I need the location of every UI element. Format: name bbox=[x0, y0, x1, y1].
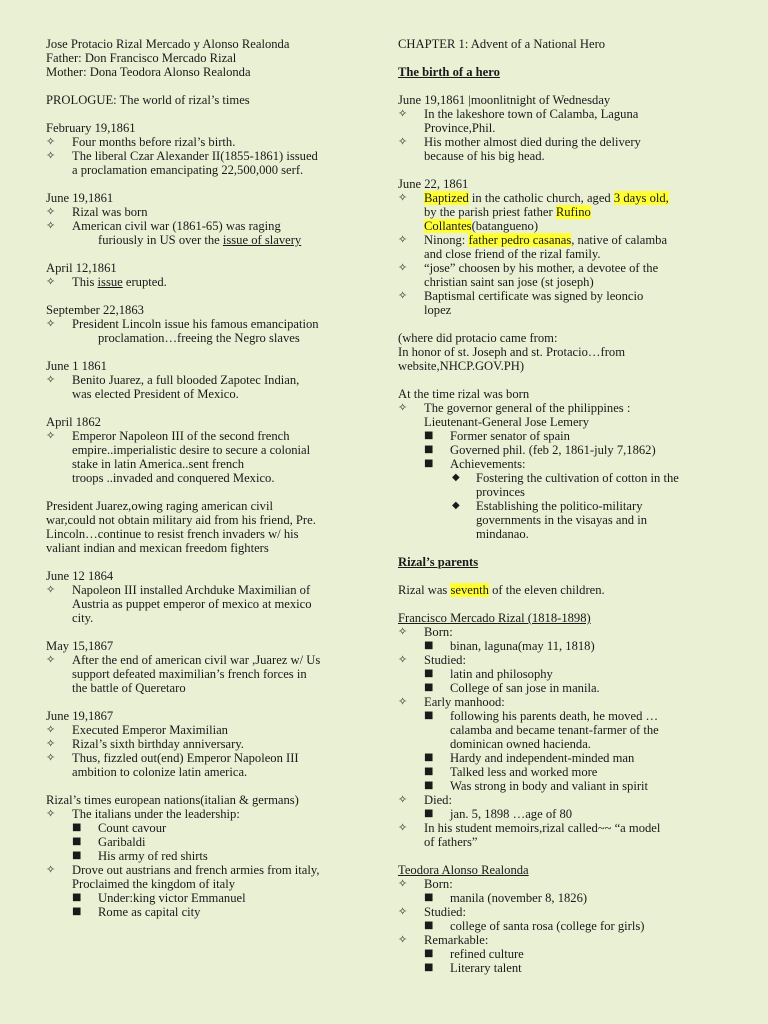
list-item: ✧ Rizal was born bbox=[46, 205, 148, 219]
square-bullet-icon: ■ bbox=[424, 766, 434, 777]
list-item: ✧ Studied: bbox=[398, 905, 466, 919]
list-item-cont: Province,Phil. bbox=[424, 121, 496, 135]
date-label: April 1862 bbox=[46, 415, 101, 429]
list-item: ✧ After the end of american civil war ,Juarez w/ Us bbox=[46, 653, 321, 667]
father-name: Father: Don Francisco Mercado Rizal bbox=[46, 51, 237, 65]
list-item-cont: stake in latin America..sent french bbox=[72, 457, 245, 471]
list-item-cont: ambition to colonize latin america. bbox=[72, 765, 248, 779]
list-item-cont: was elected President of Mexico. bbox=[72, 387, 239, 401]
diamond-bullet-icon: ✧ bbox=[46, 807, 56, 820]
date-label: April 12,1861 bbox=[46, 261, 117, 275]
square-bullet-icon: ■ bbox=[72, 906, 82, 917]
date-label: June 19,1867 bbox=[46, 709, 114, 723]
square-bullet-icon: ■ bbox=[424, 808, 434, 819]
diamond-bullet-icon: ✧ bbox=[398, 135, 408, 148]
list-item: ■ Achievements: bbox=[424, 457, 526, 471]
section-heading: The birth of a hero bbox=[398, 65, 500, 79]
diamond-bullet-icon: ✧ bbox=[398, 289, 408, 302]
date-label: Rizal’s times european nations(italian & germans) bbox=[46, 793, 299, 807]
section-heading: Rizal’s parents bbox=[398, 555, 479, 569]
list-item: ✧ American civil war (1861-65) was raging bbox=[46, 219, 281, 233]
list-item: ✧ Early manhood: bbox=[398, 695, 505, 709]
list-item: ✧ Benito Juarez, a full blooded Zapotec Indian, bbox=[46, 373, 300, 387]
list-item: ■ Rome as capital city bbox=[72, 905, 201, 919]
paragraph-line: valiant indian and mexican freedom fighters bbox=[46, 541, 269, 555]
date-label: June 12 1864 bbox=[46, 569, 114, 583]
square-bullet-icon: ■ bbox=[72, 850, 82, 861]
diamond-bullet-icon: ✧ bbox=[46, 205, 56, 218]
list-item-cont: furiously in US over the issue of slavery bbox=[98, 233, 302, 247]
father-heading: Francisco Mercado Rizal (1818-1898) bbox=[398, 611, 591, 625]
solid-diamond-bullet-icon: ◆ bbox=[452, 472, 460, 483]
list-item-cont: dominican owned hacienda. bbox=[450, 737, 591, 751]
list-item: ✧ This issue erupted. bbox=[46, 275, 167, 289]
list-item: ◆ Establishing the politico-military bbox=[452, 499, 643, 513]
mother-name: Mother: Dona Teodora Alonso Realonda bbox=[46, 65, 251, 79]
square-bullet-icon: ■ bbox=[72, 836, 82, 847]
diamond-bullet-icon: ✧ bbox=[46, 135, 56, 148]
date-label: June 1 1861 bbox=[46, 359, 107, 373]
list-item: ✧ Born: bbox=[398, 625, 453, 639]
list-item: ■ College of san jose in manila. bbox=[424, 681, 600, 695]
diamond-bullet-icon: ✧ bbox=[46, 737, 56, 750]
list-item-cont: Proclaimed the kingdom of italy bbox=[72, 877, 235, 891]
list-item: ✧ Remarkable: bbox=[398, 933, 489, 947]
paragraph-line: (where did protacio came from: bbox=[398, 331, 558, 345]
list-item-cont: christian saint san jose (st joseph) bbox=[424, 275, 594, 289]
list-item-cont: of fathers” bbox=[424, 835, 478, 849]
diamond-bullet-icon: ✧ bbox=[398, 653, 408, 666]
diamond-bullet-icon: ✧ bbox=[398, 793, 408, 806]
diamond-bullet-icon: ✧ bbox=[398, 233, 408, 246]
square-bullet-icon: ■ bbox=[424, 962, 434, 973]
list-item-cont: a proclamation emancipating 22,500,000 serf. bbox=[72, 163, 304, 177]
list-item: ■ Talked less and worked more bbox=[424, 765, 598, 779]
paragraph-line: Lincoln…continue to resist french invaders w/ his bbox=[46, 527, 299, 541]
square-bullet-icon: ■ bbox=[424, 892, 434, 903]
list-item: ✧ Napoleon III installed Archduke Maximilian of bbox=[46, 583, 311, 597]
list-item: ■ Count cavour bbox=[72, 821, 167, 835]
list-item: ■ Under:king victor Emmanuel bbox=[72, 891, 246, 905]
list-item-cont: calamba and became tenant-farmer of the bbox=[450, 723, 659, 737]
list-item: ✧ President Lincoln issue his famous emancipation bbox=[46, 317, 319, 331]
list-item-cont: support defeated maximilian’s french forces in bbox=[72, 667, 307, 681]
list-item: ✧ The governor general of the philippines : bbox=[398, 401, 631, 415]
list-item: ✧ Baptismal certificate was signed by leoncio bbox=[398, 289, 644, 303]
right-column bbox=[398, 37, 730, 975]
paragraph-line: President Juarez,owing raging american civil bbox=[46, 499, 273, 513]
square-bullet-icon: ■ bbox=[424, 948, 434, 959]
list-item: ✧ In his student memoirs,rizal called~~ “a model bbox=[398, 821, 661, 835]
list-item: ■ manila (november 8, 1826) bbox=[424, 891, 588, 905]
list-item: ■ Literary talent bbox=[424, 961, 522, 975]
square-bullet-icon: ■ bbox=[424, 920, 434, 931]
list-item: ✧ The italians under the leadership: bbox=[46, 807, 240, 821]
paragraph-line: At the time rizal was born bbox=[398, 387, 530, 401]
list-item: ■ Garibaldi bbox=[72, 835, 146, 849]
list-item: ■ Governed phil. (feb 2, 1861-july 7,1862) bbox=[424, 443, 656, 457]
diamond-bullet-icon: ✧ bbox=[46, 583, 56, 596]
list-item-cont: the battle of Queretaro bbox=[72, 681, 186, 695]
paragraph-line: In honor of st. Joseph and st. Protacio…from bbox=[398, 345, 626, 359]
list-item: ✧ Executed Emperor Maximilian bbox=[46, 723, 228, 737]
square-bullet-icon: ■ bbox=[424, 458, 434, 469]
list-item: ■ refined culture bbox=[424, 947, 524, 961]
paragraph-line: website,NHCP.GOV.PH) bbox=[398, 359, 525, 373]
diamond-bullet-icon: ✧ bbox=[398, 821, 408, 834]
list-item: ■ binan, laguna(may 11, 1818) bbox=[424, 639, 595, 653]
full-name: Jose Protacio Rizal Mercado y Alonso Realonda bbox=[46, 37, 290, 51]
diamond-bullet-icon: ✧ bbox=[398, 401, 408, 414]
list-item: ■ latin and philosophy bbox=[424, 667, 553, 681]
prologue-title: PROLOGUE: The world of rizal’s times bbox=[46, 93, 250, 107]
list-item: ■ college of santa rosa (college for girls) bbox=[424, 919, 645, 933]
square-bullet-icon: ■ bbox=[424, 752, 434, 763]
list-item: ◆ Fostering the cultivation of cotton in the bbox=[452, 471, 679, 485]
square-bullet-icon: ■ bbox=[424, 444, 434, 455]
diamond-bullet-icon: ✧ bbox=[46, 723, 56, 736]
diamond-bullet-icon: ✧ bbox=[398, 261, 408, 274]
list-item-cont: Collantes(batangueno) bbox=[424, 219, 539, 233]
list-item: ■ Former senator of spain bbox=[424, 429, 570, 443]
list-item-cont: troops ..invaded and conquered Mexico. bbox=[72, 471, 275, 485]
list-item: ✧ In the lakeshore town of Calamba, Laguna bbox=[398, 107, 639, 121]
list-item-cont: proclamation…freeing the Negro slaves bbox=[98, 331, 300, 345]
square-bullet-icon: ■ bbox=[424, 430, 434, 441]
list-item-cont: Austria as puppet emperor of mexico at mexico bbox=[72, 597, 312, 611]
diamond-bullet-icon: ✧ bbox=[46, 219, 56, 232]
mother-heading: Teodora Alonso Realonda bbox=[398, 863, 529, 877]
list-item: ✧ His mother almost died during the delivery bbox=[398, 135, 641, 149]
date-label: June 19,1861 bbox=[46, 191, 114, 205]
diamond-bullet-icon: ✧ bbox=[398, 191, 408, 204]
left-column bbox=[46, 37, 376, 919]
square-bullet-icon: ■ bbox=[424, 682, 434, 693]
diamond-bullet-icon: ✧ bbox=[46, 653, 56, 666]
square-bullet-icon: ■ bbox=[72, 892, 82, 903]
paragraph-line: Rizal was seventh of the eleven children. bbox=[398, 583, 605, 597]
diamond-bullet-icon: ✧ bbox=[398, 625, 408, 638]
square-bullet-icon: ■ bbox=[72, 822, 82, 833]
diamond-bullet-icon: ✧ bbox=[398, 107, 408, 120]
diamond-bullet-icon: ✧ bbox=[46, 317, 56, 330]
list-item-cont: lopez bbox=[424, 303, 452, 317]
date-label: May 15,1867 bbox=[46, 639, 114, 653]
list-item-cont: mindanao. bbox=[476, 527, 529, 541]
date-label: June 19,1861 |moonlitnight of Wednesday bbox=[398, 93, 611, 107]
date-label: September 22,1863 bbox=[46, 303, 144, 317]
date-label: February 19,1861 bbox=[46, 121, 136, 135]
list-item: ✧ Drove out austrians and french armies from italy, bbox=[46, 863, 320, 877]
list-item: ✧ Baptized in the catholic church, aged 3 days old, bbox=[398, 191, 669, 205]
diamond-bullet-icon: ✧ bbox=[46, 429, 56, 442]
diamond-bullet-icon: ✧ bbox=[398, 933, 408, 946]
diamond-bullet-icon: ✧ bbox=[46, 275, 56, 288]
list-item-cont: city. bbox=[72, 611, 94, 625]
chapter-title: CHAPTER 1: Advent of a National Hero bbox=[398, 37, 606, 51]
list-item: ✧ Died: bbox=[398, 793, 452, 807]
diamond-bullet-icon: ✧ bbox=[46, 373, 56, 386]
list-item-cont: provinces bbox=[476, 485, 525, 499]
list-item: ✧ The liberal Czar Alexander II(1855-1861) issued bbox=[46, 149, 318, 163]
paragraph-line: war,could not obtain military aid from his friend, Pre. bbox=[46, 513, 316, 527]
square-bullet-icon: ■ bbox=[424, 710, 434, 721]
list-item-cont: governments in the visayas and in bbox=[476, 513, 648, 527]
list-item-cont: because of his big head. bbox=[424, 149, 545, 163]
list-item: ✧ Born: bbox=[398, 877, 453, 891]
diamond-bullet-icon: ✧ bbox=[46, 751, 56, 764]
list-item: ✧ Rizal’s sixth birthday anniversary. bbox=[46, 737, 244, 751]
list-item: ✧ Thus, fizzled out(end) Emperor Napoleon III bbox=[46, 751, 299, 765]
diamond-bullet-icon: ✧ bbox=[398, 877, 408, 890]
diamond-bullet-icon: ✧ bbox=[398, 695, 408, 708]
list-item: ■ Hardy and independent-minded man bbox=[424, 751, 635, 765]
list-item: ✧ Ninong: father pedro casanas, native of calamba bbox=[398, 233, 668, 247]
list-item: ■ jan. 5, 1898 …age of 80 bbox=[424, 807, 573, 821]
list-item-cont: by the parish priest father Rufino bbox=[424, 205, 591, 219]
solid-diamond-bullet-icon: ◆ bbox=[452, 500, 460, 511]
list-item: ■ Was strong in body and valiant in spirit bbox=[424, 779, 649, 793]
diamond-bullet-icon: ✧ bbox=[46, 863, 56, 876]
list-item-cont: and close friend of the rizal family. bbox=[424, 247, 601, 261]
square-bullet-icon: ■ bbox=[424, 780, 434, 791]
list-item: ■ following his parents death, he moved … bbox=[424, 709, 659, 723]
list-item: ✧ Four months before rizal’s birth. bbox=[46, 135, 236, 149]
list-item: ✧ Emperor Napoleon III of the second french bbox=[46, 429, 290, 443]
diamond-bullet-icon: ✧ bbox=[46, 149, 56, 162]
square-bullet-icon: ■ bbox=[424, 640, 434, 651]
list-item: ✧ “jose” choosen by his mother, a devotee of the bbox=[398, 261, 659, 275]
square-bullet-icon: ■ bbox=[424, 668, 434, 679]
date-label: June 22, 1861 bbox=[398, 177, 469, 191]
list-item: ✧ Studied: bbox=[398, 653, 466, 667]
list-item: ■ His army of red shirts bbox=[72, 849, 208, 863]
list-item-cont: Lieutenant-General Jose Lemery bbox=[424, 415, 590, 429]
diamond-bullet-icon: ✧ bbox=[398, 905, 408, 918]
list-item-cont: empire..imperialistic desire to secure a colonial bbox=[72, 443, 311, 457]
